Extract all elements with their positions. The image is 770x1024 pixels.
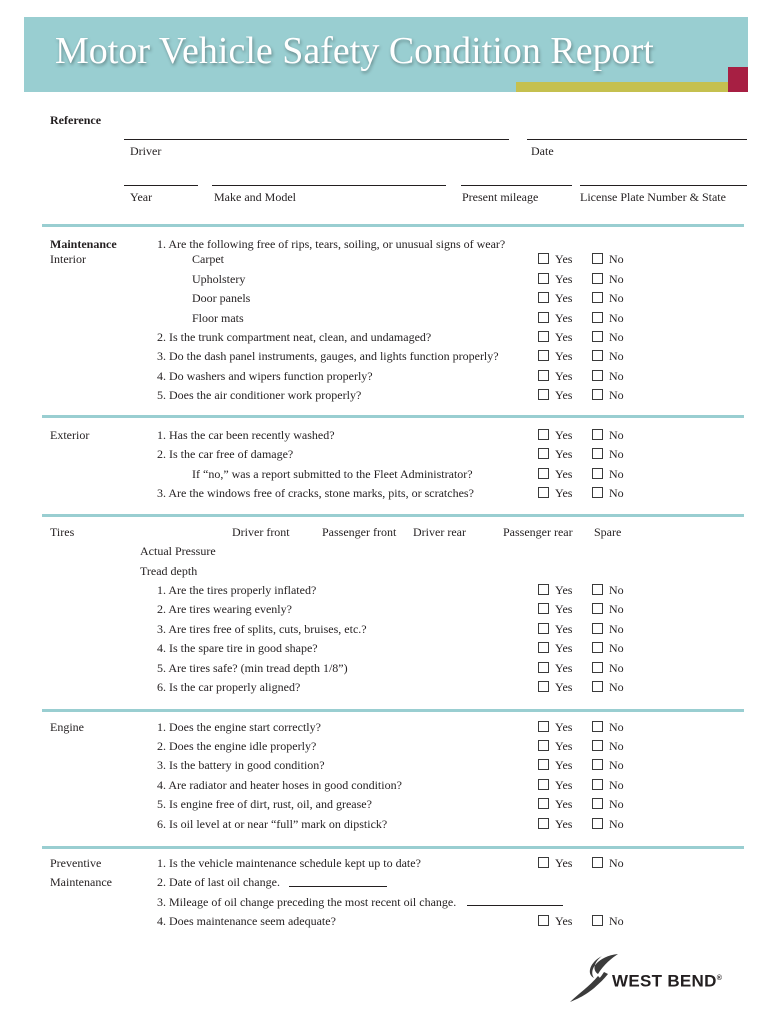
question: 4. Is the spare tire in good shape? xyxy=(157,641,318,655)
no-label: No xyxy=(609,680,624,694)
question: 4. Are radiator and heater hoses in good condition? xyxy=(157,778,402,792)
question: 3. Mileage of oil change preceding the most recent oil change. xyxy=(157,895,457,909)
yes-checkbox[interactable] xyxy=(538,312,549,323)
no-label: No xyxy=(609,661,624,675)
no-label: No xyxy=(609,369,624,383)
section-label-preventive: Preventive xyxy=(50,856,102,870)
yes-checkbox[interactable] xyxy=(538,623,549,634)
no-checkbox[interactable] xyxy=(592,584,603,595)
question: 2. Is the trunk compartment neat, clean, and undamaged? xyxy=(157,330,432,344)
question: 6. Is oil level at or near “full” mark on dipstick? xyxy=(157,817,388,831)
tire-column-header: Driver rear xyxy=(413,525,466,539)
yes-label: Yes xyxy=(555,739,573,753)
no-checkbox[interactable] xyxy=(592,915,603,926)
no-label: No xyxy=(609,914,624,928)
yes-label: Yes xyxy=(555,856,573,870)
question: 6. Is the car properly aligned? xyxy=(157,680,301,694)
no-checkbox[interactable] xyxy=(592,331,603,342)
no-checkbox[interactable] xyxy=(592,487,603,498)
yes-checkbox[interactable] xyxy=(538,273,549,284)
yes-checkbox[interactable] xyxy=(538,331,549,342)
yes-label: Yes xyxy=(555,369,573,383)
question: 1. Are the tires properly inflated? xyxy=(157,583,317,597)
no-checkbox[interactable] xyxy=(592,429,603,440)
accent-bar-olive xyxy=(516,82,728,92)
yes-label: Yes xyxy=(555,486,573,500)
question: 2. Is the car free of damage? xyxy=(157,447,294,461)
date-field[interactable] xyxy=(527,139,747,140)
yes-checkbox[interactable] xyxy=(538,915,549,926)
yes-checkbox[interactable] xyxy=(538,779,549,790)
no-checkbox[interactable] xyxy=(592,468,603,479)
no-checkbox[interactable] xyxy=(592,370,603,381)
no-label: No xyxy=(609,428,624,442)
no-checkbox[interactable] xyxy=(592,759,603,770)
tire-column-header: Driver front xyxy=(232,525,290,539)
no-label: No xyxy=(609,272,624,286)
section-divider xyxy=(42,846,744,849)
year-field[interactable] xyxy=(124,185,198,186)
no-checkbox[interactable] xyxy=(592,623,603,634)
no-checkbox[interactable] xyxy=(592,253,603,264)
yes-checkbox[interactable] xyxy=(538,487,549,498)
reference-label: Reference xyxy=(50,113,102,127)
section-divider xyxy=(42,224,744,227)
registered-mark: ® xyxy=(716,975,723,982)
no-label: No xyxy=(609,758,624,772)
question-subitem: Floor mats xyxy=(192,311,244,325)
yes-checkbox[interactable] xyxy=(538,253,549,264)
yes-checkbox[interactable] xyxy=(538,350,549,361)
yes-label: Yes xyxy=(555,817,573,831)
no-label: No xyxy=(609,641,624,655)
section-label-engine: Engine xyxy=(50,720,84,734)
accent-block-maroon xyxy=(728,67,748,92)
yes-checkbox[interactable] xyxy=(538,721,549,732)
no-label: No xyxy=(609,311,624,325)
no-label: No xyxy=(609,856,624,870)
yes-label: Yes xyxy=(555,720,573,734)
question: 4. Do washers and wipers function properly? xyxy=(157,369,373,383)
yes-label: Yes xyxy=(555,661,573,675)
no-checkbox[interactable] xyxy=(592,448,603,459)
yes-label: Yes xyxy=(555,311,573,325)
yes-label: Yes xyxy=(555,583,573,597)
no-label: No xyxy=(609,739,624,753)
yes-label: Yes xyxy=(555,797,573,811)
question: 2. Date of last oil change. xyxy=(157,875,280,889)
no-label: No xyxy=(609,583,624,597)
make-model-field[interactable] xyxy=(212,185,446,186)
question: 5. Are tires safe? (min tread depth 1/8”) xyxy=(157,661,348,675)
yes-label: Yes xyxy=(555,252,573,266)
yes-label: Yes xyxy=(555,602,573,616)
section-divider xyxy=(42,415,744,418)
yes-label: Yes xyxy=(555,680,573,694)
yes-label: Yes xyxy=(555,447,573,461)
yes-checkbox[interactable] xyxy=(538,740,549,751)
question: 3. Do the dash panel instruments, gauges, and lights function properly? xyxy=(157,349,499,363)
yes-checkbox[interactable] xyxy=(538,389,549,400)
question: 3. Are tires free of splits, cuts, bruises, etc.? xyxy=(157,622,367,636)
yes-checkbox[interactable] xyxy=(538,603,549,614)
question-subitem: Carpet xyxy=(192,252,224,266)
no-checkbox[interactable] xyxy=(592,389,603,400)
question: 1. Are the following free of rips, tears, soiling, or unusual signs of wear? xyxy=(157,237,506,251)
question-subitem: Door panels xyxy=(192,291,251,305)
question: 2. Are tires wearing evenly? xyxy=(157,602,292,616)
question: 3. Is the battery in good condition? xyxy=(157,758,325,772)
question: 2. Does the engine idle properly? xyxy=(157,739,317,753)
section-label-tires: Tires xyxy=(50,525,75,539)
question: 1. Has the car been recently washed? xyxy=(157,428,335,442)
no-checkbox[interactable] xyxy=(592,857,603,868)
yes-label: Yes xyxy=(555,272,573,286)
section-divider xyxy=(42,709,744,712)
no-label: No xyxy=(609,291,624,305)
no-label: No xyxy=(609,817,624,831)
no-checkbox[interactable] xyxy=(592,312,603,323)
question: 1. Does the engine start correctly? xyxy=(157,720,321,734)
no-label: No xyxy=(609,467,624,481)
question: 5. Does the air conditioner work properly? xyxy=(157,388,362,402)
driver-label: Driver xyxy=(130,144,162,158)
section-label-exterior: Exterior xyxy=(50,428,90,442)
prior-oil-mileage-field[interactable] xyxy=(467,905,563,906)
no-label: No xyxy=(609,330,624,344)
yes-checkbox[interactable] xyxy=(538,584,549,595)
section-label-maintenance: Maintenance xyxy=(50,237,117,251)
tire-row-label: Tread depth xyxy=(140,564,198,578)
section-label-interior: Interior xyxy=(50,252,86,266)
mileage-field[interactable] xyxy=(461,185,572,186)
yes-checkbox[interactable] xyxy=(538,662,549,673)
yes-checkbox[interactable] xyxy=(538,759,549,770)
yes-checkbox[interactable] xyxy=(538,468,549,479)
yes-checkbox[interactable] xyxy=(538,798,549,809)
no-checkbox[interactable] xyxy=(592,779,603,790)
yes-checkbox[interactable] xyxy=(538,818,549,829)
question-subitem: If “no,” was a report submitted to the Fleet Administrator? xyxy=(192,467,473,481)
yes-label: Yes xyxy=(555,641,573,655)
yes-label: Yes xyxy=(555,428,573,442)
no-label: No xyxy=(609,622,624,636)
no-checkbox[interactable] xyxy=(592,603,603,614)
question: 3. Are the windows free of cracks, stone marks, pits, or scratches? xyxy=(157,486,474,500)
question-subitem: Upholstery xyxy=(192,272,246,286)
yes-checkbox[interactable] xyxy=(538,429,549,440)
no-label: No xyxy=(609,797,624,811)
no-label: No xyxy=(609,778,624,792)
no-label: No xyxy=(609,720,624,734)
yes-checkbox[interactable] xyxy=(538,292,549,303)
no-label: No xyxy=(609,388,624,402)
no-label: No xyxy=(609,447,624,461)
question: 5. Is engine free of dirt, rust, oil, and grease? xyxy=(157,797,372,811)
no-checkbox[interactable] xyxy=(592,662,603,673)
no-label: No xyxy=(609,349,624,363)
yes-label: Yes xyxy=(555,330,573,344)
tire-row-label: Actual Pressure xyxy=(140,544,216,558)
yes-label: Yes xyxy=(555,914,573,928)
yes-label: Yes xyxy=(555,291,573,305)
no-checkbox[interactable] xyxy=(592,740,603,751)
plate-label: License Plate Number & State xyxy=(580,190,726,204)
no-checkbox[interactable] xyxy=(592,721,603,732)
tire-column-header: Passenger front xyxy=(322,525,397,539)
yes-checkbox[interactable] xyxy=(538,681,549,692)
yes-label: Yes xyxy=(555,778,573,792)
no-label: No xyxy=(609,602,624,616)
west-bend-logo xyxy=(612,969,722,992)
yes-label: Yes xyxy=(555,758,573,772)
yes-label: Yes xyxy=(555,349,573,363)
page-title: Motor Vehicle Safety Condition Report xyxy=(55,30,654,72)
driver-field[interactable] xyxy=(124,139,509,140)
question: 4. Does maintenance seem adequate? xyxy=(157,914,336,928)
tire-column-header: Passenger rear xyxy=(503,525,573,539)
no-label: No xyxy=(609,486,624,500)
year-label: Year xyxy=(130,190,153,204)
yes-label: Yes xyxy=(555,388,573,402)
yes-checkbox[interactable] xyxy=(538,370,549,381)
yes-checkbox[interactable] xyxy=(538,448,549,459)
yes-checkbox[interactable] xyxy=(538,857,549,868)
section-label-maintenance-2: Maintenance xyxy=(50,875,112,889)
yes-checkbox[interactable] xyxy=(538,642,549,653)
oil-change-date-field[interactable] xyxy=(289,886,387,887)
no-checkbox[interactable] xyxy=(592,818,603,829)
make-model-label: Make and Model xyxy=(214,190,296,204)
no-checkbox[interactable] xyxy=(592,798,603,809)
no-label: No xyxy=(609,252,624,266)
tire-column-header: Spare xyxy=(594,525,622,539)
logo-text: WEST BEND xyxy=(612,971,717,991)
question: 1. Is the vehicle maintenance schedule kept up to date? xyxy=(157,856,421,870)
plate-field[interactable] xyxy=(580,185,747,186)
no-checkbox[interactable] xyxy=(592,642,603,653)
mileage-label: Present mileage xyxy=(462,190,539,204)
section-divider xyxy=(42,514,744,517)
no-checkbox[interactable] xyxy=(592,681,603,692)
yes-label: Yes xyxy=(555,622,573,636)
no-checkbox[interactable] xyxy=(592,273,603,284)
no-checkbox[interactable] xyxy=(592,350,603,361)
yes-label: Yes xyxy=(555,467,573,481)
date-label: Date xyxy=(531,144,554,158)
no-checkbox[interactable] xyxy=(592,292,603,303)
